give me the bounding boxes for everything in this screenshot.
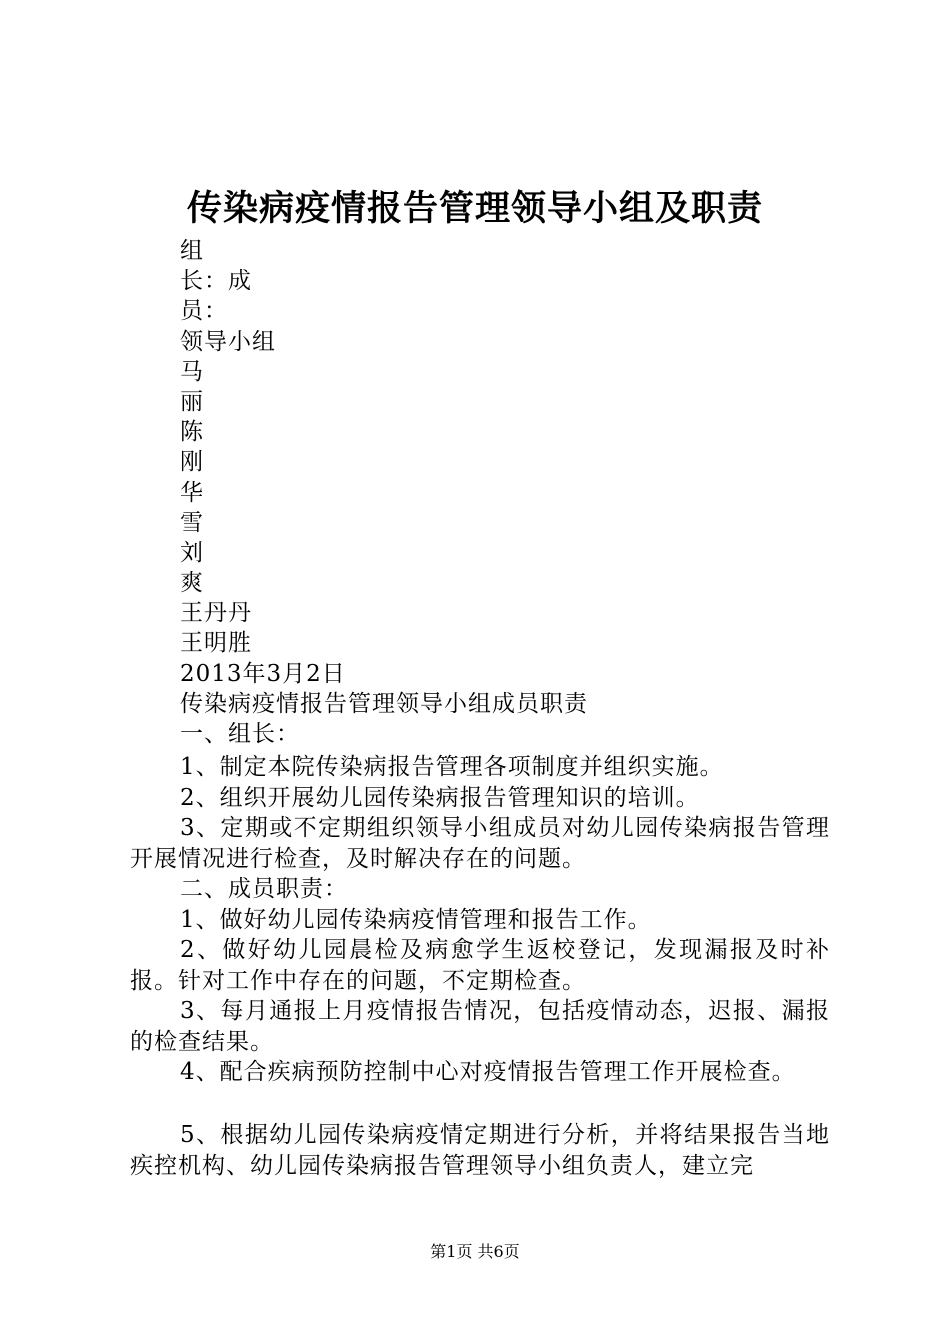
- body-paragraphs-b: [130, 1120, 830, 1181]
- header-lines: [130, 236, 830, 749]
- text-line: 王明胜: [180, 630, 252, 657]
- body-paragraphs-a: [130, 752, 830, 1088]
- paragraph: 2、做好幼儿园晨检及病愈学生返校登记，发现漏报及时补报。针对工作中存在的问题，不定期检查。: [130, 937, 830, 994]
- paragraph: 2、组织开展幼儿园传染病报告管理知识的培训。: [180, 784, 700, 811]
- text-line: 爽: [180, 570, 204, 597]
- paragraph: 3、每月通报上月疫情报告情况，包括疫情动态，迟报、漏报的检查结果。: [130, 998, 830, 1055]
- section-title: 传染病疫情报告管理领导小组成员职责: [180, 690, 588, 717]
- text-line: 刘: [180, 539, 204, 566]
- section-heading: 一、组长：: [180, 721, 300, 747]
- paragraph: 5、根据幼儿园传染病疫情定期进行分析，并将结果报告当地疾控机构、幼儿园传染病报告管理领导小组负责人，建立完: [130, 1122, 830, 1179]
- text-line: 刚: [180, 449, 204, 476]
- paragraph: 1、做好幼儿园传染病疫情管理和报告工作。: [180, 906, 652, 933]
- date-line: 2013年3月2日: [180, 660, 346, 687]
- paragraph: 3、定期或不定期组织领导小组成员对幼儿园传染病报告管理开展情况进行检查，及时解决存在的问题。: [130, 815, 830, 872]
- text-line: 华: [180, 479, 204, 506]
- text-line: 雪: [180, 509, 204, 536]
- page-footer: 第1页 共6页: [430, 1242, 520, 1261]
- document-title: 传染病疫情报告管理领导小组及职责: [186, 188, 763, 229]
- text-line: 丽: [180, 388, 204, 415]
- text-line: 王丹丹: [180, 600, 252, 627]
- text-line: 领导小组: [180, 328, 276, 355]
- text-line: 陈: [180, 419, 204, 446]
- paragraph: 4、配合疾病预防控制中心对疫情报告管理工作开展检查。: [180, 1059, 796, 1085]
- text-line: 组: [180, 238, 204, 264]
- text-line: 员：: [180, 298, 228, 325]
- text-line: 马: [180, 358, 204, 385]
- paragraph: 1、制定本院传染病报告管理各项制度并组织实施。: [180, 754, 724, 780]
- paragraph: 二、成员职责：: [180, 876, 348, 902]
- text-line: 长：成: [180, 268, 252, 295]
